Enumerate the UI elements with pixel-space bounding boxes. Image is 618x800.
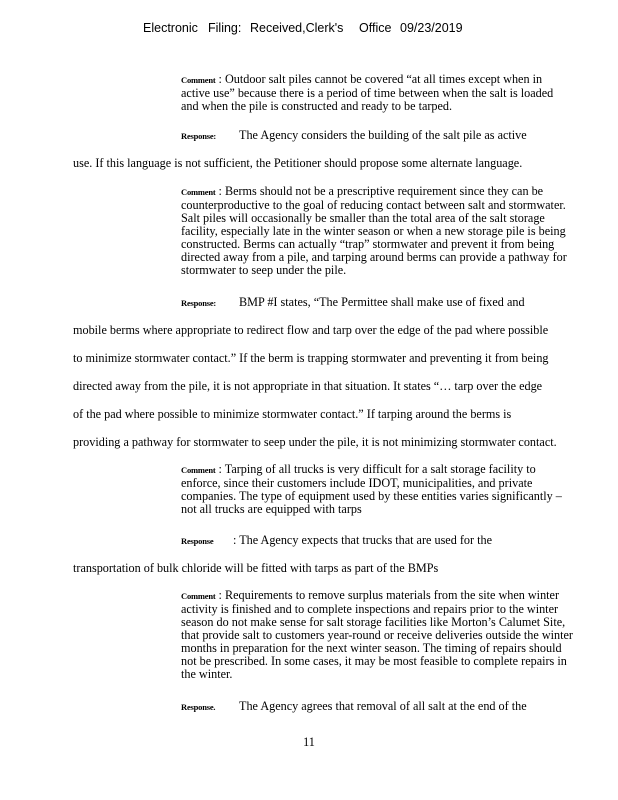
response-label: Response. — [181, 702, 216, 712]
comment-label: Comment — [181, 465, 216, 475]
comment-surplus-materials — [181, 589, 573, 681]
response-salt-pile — [181, 128, 527, 143]
comment-berms — [181, 185, 573, 277]
response-line: directed away from the pile, it is not appropriate in that situation. It states “… tarp over the edge — [73, 379, 543, 393]
response-text: The Agency agrees that removal of all salt at the end of the — [239, 699, 527, 713]
header-received: Received,Clerk's — [250, 21, 344, 35]
response-bmp — [181, 295, 525, 310]
response-text: BMP #I states, “The Permittee shall make use of fixed and — [239, 295, 525, 309]
header-filing: Filing: — [208, 21, 242, 35]
header-office: Office — [359, 21, 392, 35]
response-line: mobile berms where appropriate to redirect flow and tarp over the edge of the pad where possible — [73, 323, 549, 337]
response-text: The Agency considers the building of the salt pile as active — [239, 128, 527, 142]
response-line: providing a pathway for stormwater to seep under the pile, it is not minimizing stormwater contact. — [73, 435, 557, 449]
response-text: : The Agency expects that trucks that are used for the — [233, 533, 493, 547]
comment-outdoor-salt-piles — [181, 73, 573, 113]
comment-text: : Tarping of all trucks is very difficult for a salt storage facility to enforce, since their customers include IDOT, municipalities, and private companies. The type of equipment used by these entities varies significantly – not all trucks are equipped with tarps — [181, 462, 562, 516]
response-line: use. If this language is not sufficient, the Petitioner should propose some alternate language. — [73, 156, 523, 170]
comment-label: Comment — [181, 75, 216, 85]
response-label: Response: — [181, 298, 217, 308]
comment-tarping-trucks — [181, 463, 573, 516]
response-line: transportation of bulk chloride will be fitted with tarps as part of the BMPs — [73, 561, 439, 575]
comment-text: : Requirements to remove surplus materials from the site when winter activity is finished and to complete inspections and repairs prior to the winter season do not make sense for salt storage facilities like Morton’s Calumet Site, that provide salt to customers year-round or receive deliveries outside the winter months in preparation for the next winter season. The timing of repairs should not be prescribed. In some cases, it may be most feasible to complete repairs in the winter. — [181, 588, 573, 681]
comment-label: Comment — [181, 187, 216, 197]
response-line: of the pad where possible to minimize stormwater contact.” If tarping around the berms is — [73, 407, 512, 421]
header-date: 09/23/2019 — [400, 21, 463, 35]
comment-label: Comment — [181, 591, 216, 601]
response-removal — [181, 699, 527, 714]
comment-text: : Berms should not be a prescriptive requirement since they can be counterproductive to the goal of reducing contact between salt and stormwater. Salt piles will occasionally be smaller than the total area of the salt storage facility, especially late in the winter season or when a new storage pile is being constructed. Berms can actually “trap” stormwater and prevent it from being directed away from a pile, and tarping around berms can provide a pathway for stormwater to seep under the pile. — [181, 184, 567, 277]
page-number: 11 — [303, 735, 315, 749]
response-trucks — [181, 533, 492, 548]
response-line: to minimize stormwater contact.” If the berm is trapping stormwater and preventing it from being — [73, 351, 549, 365]
response-label: Response — [181, 536, 214, 546]
comment-text: : Outdoor salt piles cannot be covered “at all times except when in active use” because there is a period of time between when the salt is loaded and when the pile is constructed and ready to be tarped. — [181, 72, 554, 113]
header-electronic: Electronic — [143, 21, 198, 35]
response-label: Response: — [181, 131, 217, 141]
